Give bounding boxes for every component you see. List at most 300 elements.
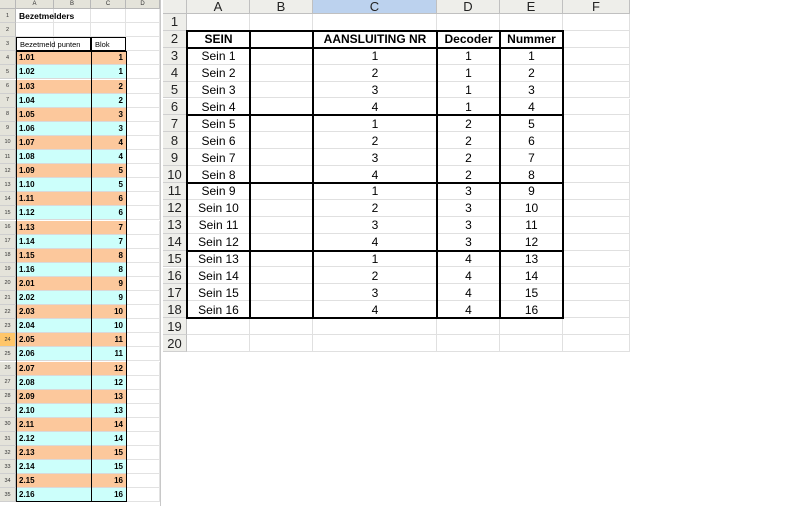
- left-grid-cell[interactable]: [16, 23, 54, 37]
- grid-cell[interactable]: [250, 251, 313, 268]
- grid-cell[interactable]: [563, 132, 630, 149]
- cell-aansluiting[interactable]: 4: [371, 99, 379, 114]
- left-cell-punt[interactable]: 2.07: [16, 362, 91, 376]
- left-grid-cell[interactable]: [126, 362, 160, 376]
- left-cell-punt[interactable]: 2.13: [16, 446, 91, 460]
- left-cell-punt[interactable]: 2.12: [16, 432, 91, 446]
- table-border-v: [249, 30, 251, 319]
- left-cell-punt[interactable]: 2.16: [16, 488, 91, 502]
- cell-decoder[interactable]: 4: [465, 285, 472, 300]
- left-row-number[interactable]: 8: [0, 108, 16, 122]
- left-col-header-d[interactable]: D: [126, 0, 160, 9]
- grid-cell[interactable]: [563, 268, 630, 285]
- table-border-v: [499, 30, 501, 319]
- header-nummer[interactable]: Nummer: [507, 32, 556, 47]
- cell-nummer[interactable]: 12: [524, 235, 539, 250]
- col-header-f[interactable]: F: [563, 0, 630, 14]
- left-grid-cell[interactable]: [126, 474, 160, 488]
- cell-nummer[interactable]: 5: [528, 116, 535, 131]
- left-grid-cell[interactable]: [126, 460, 160, 474]
- grid-cell[interactable]: [563, 301, 630, 318]
- left-row-number[interactable]: 11: [0, 150, 16, 164]
- grid-cell[interactable]: [187, 14, 250, 31]
- table-border-h: [186, 182, 564, 184]
- cell-sein[interactable]: Sein 16: [198, 302, 239, 317]
- col-header-d[interactable]: D: [437, 0, 500, 14]
- cell-decoder[interactable]: 3: [465, 201, 472, 216]
- left-grid-cell[interactable]: [126, 319, 160, 333]
- left-cell-blok[interactable]: 2: [91, 80, 126, 94]
- grid-cell[interactable]: [563, 183, 630, 200]
- cell-aansluiting[interactable]: 4: [371, 302, 379, 317]
- left-grid-cell[interactable]: [126, 51, 160, 65]
- row-number[interactable]: 11: [163, 183, 187, 200]
- left-cell-punt[interactable]: 1.14: [16, 235, 91, 249]
- grid-cell[interactable]: [187, 318, 250, 335]
- cell-decoder[interactable]: 2: [465, 133, 472, 148]
- left-row-number[interactable]: 15: [0, 206, 16, 220]
- cell-nummer[interactable]: 2: [528, 66, 535, 81]
- left-cell-blok[interactable]: 13: [91, 404, 126, 418]
- left-cell-punt[interactable]: 1.08: [16, 150, 91, 164]
- left-grid-cell[interactable]: [126, 305, 160, 319]
- grid-cell[interactable]: [250, 65, 313, 82]
- left-cell-blok[interactable]: 4: [91, 150, 126, 164]
- left-grid-cell[interactable]: [126, 277, 160, 291]
- left-row-number[interactable]: 22: [0, 305, 16, 319]
- left-cell-blok[interactable]: 14: [91, 418, 126, 432]
- left-cell-punt[interactable]: 2.06: [16, 347, 91, 361]
- left-cell-punt[interactable]: 1.16: [16, 263, 91, 277]
- row-number[interactable]: 3: [163, 48, 187, 65]
- grid-cell[interactable]: [563, 251, 630, 268]
- left-grid-cell[interactable]: [126, 404, 160, 418]
- cell-decoder[interactable]: 4: [465, 302, 472, 317]
- col-header-e[interactable]: E: [500, 0, 563, 14]
- cell-nummer[interactable]: 15: [524, 285, 539, 300]
- left-row-number[interactable]: 26: [0, 362, 16, 376]
- grid-cell[interactable]: [250, 335, 313, 352]
- cell-sein[interactable]: Sein 9: [201, 184, 236, 199]
- cell-sein[interactable]: Sein 13: [198, 252, 239, 267]
- grid-cell[interactable]: [500, 335, 563, 352]
- row-number[interactable]: 1: [163, 14, 187, 31]
- grid-cell[interactable]: [563, 217, 630, 234]
- left-cell-punt[interactable]: 2.08: [16, 376, 91, 390]
- left-row-number[interactable]: 7: [0, 94, 16, 108]
- cell-nummer[interactable]: 3: [528, 83, 535, 98]
- left-cell-punt[interactable]: 1.06: [16, 122, 91, 136]
- left-col-header-b[interactable]: B: [54, 0, 91, 9]
- left-cell-punt[interactable]: 2.11: [16, 418, 91, 432]
- grid-cell[interactable]: [187, 335, 250, 352]
- left-grid-cell[interactable]: [126, 333, 160, 347]
- left-cell-punt[interactable]: 2.14: [16, 460, 91, 474]
- left-row-number[interactable]: 30: [0, 418, 16, 432]
- left-cell-blok[interactable]: 13: [91, 390, 126, 404]
- cell-sein[interactable]: Sein 1: [201, 49, 236, 64]
- cell-decoder[interactable]: 2: [465, 167, 472, 182]
- left-row-number[interactable]: 17: [0, 235, 16, 249]
- left-grid-cell[interactable]: [54, 23, 91, 37]
- cell-sein[interactable]: Sein 10: [198, 201, 239, 216]
- left-cell-punt[interactable]: 1.07: [16, 136, 91, 150]
- left-grid-cell[interactable]: [126, 390, 160, 404]
- left-grid-cell[interactable]: [126, 221, 160, 235]
- left-cell-blok[interactable]: 3: [91, 122, 126, 136]
- grid-cell[interactable]: [250, 234, 313, 251]
- left-cell-blok[interactable]: 9: [91, 291, 126, 305]
- table-border-h: [186, 114, 564, 116]
- cell-decoder[interactable]: 1: [465, 83, 472, 98]
- cell-sein[interactable]: Sein 6: [201, 133, 236, 148]
- left-cell-blok[interactable]: 10: [91, 319, 126, 333]
- header-aansluiting[interactable]: AANSLUITING NR: [323, 32, 427, 47]
- left-header-bezetmeld: Bezetmeld punten: [16, 37, 91, 51]
- left-grid-cell[interactable]: [126, 291, 160, 305]
- cell-sein[interactable]: Sein 14: [198, 268, 239, 283]
- left-cell-blok[interactable]: 10: [91, 305, 126, 319]
- cell-aansluiting[interactable]: 3: [371, 218, 379, 233]
- left-cell-blok[interactable]: 6: [91, 206, 126, 220]
- cell-nummer[interactable]: 16: [524, 302, 539, 317]
- grid-cell[interactable]: [563, 48, 630, 65]
- left-cell-blok[interactable]: 12: [91, 376, 126, 390]
- row-number[interactable]: 9: [163, 149, 187, 166]
- left-corner[interactable]: [0, 0, 16, 9]
- grid-cell[interactable]: [500, 14, 563, 31]
- left-row-number[interactable]: 4: [0, 51, 16, 65]
- cell-aansluiting[interactable]: 4: [371, 167, 379, 182]
- cell-aansluiting[interactable]: 2: [371, 66, 379, 81]
- cell-sein[interactable]: Sein 11: [198, 218, 239, 233]
- left-cell-blok[interactable]: 12: [91, 362, 126, 376]
- left-grid-cell[interactable]: [126, 488, 160, 502]
- cell-aansluiting[interactable]: 2: [371, 133, 379, 148]
- grid-cell[interactable]: [563, 318, 630, 335]
- left-cell-punt[interactable]: 1.04: [16, 94, 91, 108]
- header-decoder[interactable]: Decoder: [444, 32, 493, 47]
- main-spreadsheet: [163, 0, 630, 352]
- grid-cell[interactable]: [563, 14, 630, 31]
- left-cell-punt[interactable]: 1.12: [16, 206, 91, 220]
- left-grid-cell[interactable]: [126, 94, 160, 108]
- grid-cell[interactable]: [250, 166, 313, 183]
- cell-nummer[interactable]: 13: [524, 252, 539, 267]
- cell-decoder[interactable]: 3: [465, 184, 472, 199]
- left-grid-cell[interactable]: [126, 376, 160, 390]
- left-grid-cell[interactable]: [126, 108, 160, 122]
- row-number[interactable]: 13: [163, 217, 187, 234]
- left-row-number[interactable]: 33: [0, 460, 16, 474]
- left-row-number[interactable]: 10: [0, 136, 16, 150]
- cell-aansluiting[interactable]: 1: [371, 49, 379, 64]
- cell-aansluiting[interactable]: 3: [371, 83, 379, 98]
- row-number[interactable]: 6: [163, 99, 187, 116]
- row-number[interactable]: 15: [163, 251, 187, 268]
- cell-sein[interactable]: Sein 2: [201, 66, 236, 81]
- left-row-number[interactable]: 16: [0, 221, 16, 235]
- left-row-number[interactable]: 18: [0, 249, 16, 263]
- cell-nummer[interactable]: 1: [528, 49, 535, 64]
- left-cell-blok[interactable]: 11: [91, 347, 126, 361]
- left-grid-cell[interactable]: [126, 136, 160, 150]
- left-cell-blok[interactable]: 6: [91, 192, 126, 206]
- cell-decoder[interactable]: 2: [465, 150, 472, 165]
- grid-cell[interactable]: [563, 65, 630, 82]
- cell-aansluiting[interactable]: 2: [371, 268, 379, 283]
- cell-nummer[interactable]: 8: [528, 167, 535, 182]
- col-header-a[interactable]: A: [187, 0, 250, 14]
- left-grid-cell[interactable]: [126, 164, 160, 178]
- grid-cell[interactable]: [250, 31, 313, 48]
- header-sein[interactable]: SEIN: [204, 32, 233, 47]
- cell-decoder[interactable]: 3: [465, 218, 472, 233]
- left-grid-cell[interactable]: [126, 192, 160, 206]
- left-grid-cell[interactable]: [126, 65, 160, 79]
- left-cell-punt[interactable]: 1.15: [16, 249, 91, 263]
- grid-cell[interactable]: [563, 335, 630, 352]
- cell-decoder[interactable]: 4: [465, 268, 472, 283]
- table-border-v: [436, 30, 438, 319]
- left-col-header-a[interactable]: A: [16, 0, 54, 9]
- left-cell-punt[interactable]: 2.15: [16, 474, 91, 488]
- grid-cell[interactable]: [313, 14, 437, 31]
- row-number[interactable]: 5: [163, 82, 187, 99]
- col-header-b[interactable]: B: [250, 0, 313, 14]
- table-border-v: [186, 30, 188, 319]
- left-row-number[interactable]: 34: [0, 474, 16, 488]
- row-number[interactable]: 18: [163, 301, 187, 318]
- cell-aansluiting[interactable]: 4: [371, 235, 379, 250]
- left-row-number[interactable]: 1: [0, 9, 16, 23]
- left-grid-cell[interactable]: [126, 418, 160, 432]
- left-cell-blok[interactable]: 15: [91, 446, 126, 460]
- left-row-number[interactable]: 23: [0, 319, 16, 333]
- cell-sein[interactable]: Sein 12: [198, 235, 239, 250]
- row-number[interactable]: 7: [163, 115, 187, 132]
- row-number[interactable]: 8: [163, 132, 187, 149]
- table-border-h: [186, 250, 564, 252]
- left-row-number[interactable]: 27: [0, 376, 16, 390]
- left-row-number[interactable]: 6: [0, 80, 16, 94]
- cell-aansluiting[interactable]: 2: [371, 201, 379, 216]
- grid-cell[interactable]: [250, 200, 313, 217]
- left-row-number[interactable]: 9: [0, 122, 16, 136]
- cell-nummer[interactable]: 14: [524, 268, 539, 283]
- left-row-number[interactable]: 28: [0, 390, 16, 404]
- left-cell-punt[interactable]: 2.02: [16, 291, 91, 305]
- left-row-number[interactable]: 29: [0, 404, 16, 418]
- left-grid-cell[interactable]: [126, 249, 160, 263]
- left-cell-blok[interactable]: 7: [91, 221, 126, 235]
- grid-cell[interactable]: [250, 14, 313, 31]
- left-cell-punt[interactable]: 2.01: [16, 277, 91, 291]
- grid-cell[interactable]: [250, 82, 313, 99]
- grid-cell[interactable]: [563, 234, 630, 251]
- left-cell-punt[interactable]: 1.09: [16, 164, 91, 178]
- left-grid-cell[interactable]: [91, 23, 126, 37]
- grid-cell[interactable]: [563, 200, 630, 217]
- left-cell-punt[interactable]: 1.01: [16, 51, 91, 65]
- left-grid-cell[interactable]: [126, 347, 160, 361]
- row-number[interactable]: 2: [163, 31, 187, 48]
- left-row-number[interactable]: 25: [0, 347, 16, 361]
- cell-aansluiting[interactable]: 1: [371, 116, 379, 131]
- grid-cell[interactable]: [437, 318, 500, 335]
- left-row-number[interactable]: 21: [0, 291, 16, 305]
- left-grid-cell[interactable]: [126, 432, 160, 446]
- left-grid-cell[interactable]: [126, 122, 160, 136]
- left-cell-blok[interactable]: 2: [91, 94, 126, 108]
- left-cell-punt[interactable]: 2.03: [16, 305, 91, 319]
- row-number[interactable]: 14: [163, 234, 187, 251]
- left-col-header-c[interactable]: C: [91, 0, 126, 9]
- grid-cell[interactable]: [250, 132, 313, 149]
- cell-aansluiting[interactable]: 1: [371, 184, 379, 199]
- cell-decoder[interactable]: 4: [465, 252, 472, 267]
- left-row-number[interactable]: 20: [0, 277, 16, 291]
- left-row-number[interactable]: 31: [0, 432, 16, 446]
- left-grid-cell[interactable]: [126, 150, 160, 164]
- cell-decoder[interactable]: 1: [465, 49, 472, 64]
- left-cell-blok[interactable]: 8: [91, 249, 126, 263]
- grid-cell[interactable]: [437, 14, 500, 31]
- left-cell-punt[interactable]: 2.10: [16, 404, 91, 418]
- left-cell-blok[interactable]: 1: [91, 65, 126, 79]
- grid-cell[interactable]: [563, 149, 630, 166]
- left-row-number[interactable]: 35: [0, 488, 16, 502]
- col-header-c[interactable]: C: [313, 0, 437, 14]
- row-number[interactable]: 20: [163, 335, 187, 352]
- left-cell-blok[interactable]: 5: [91, 178, 126, 192]
- left-cell-blok[interactable]: 5: [91, 164, 126, 178]
- left-cell-blok[interactable]: 3: [91, 108, 126, 122]
- left-row-number[interactable]: 24: [0, 333, 16, 347]
- left-row-number[interactable]: 13: [0, 178, 16, 192]
- left-cell-blok[interactable]: 11: [91, 333, 126, 347]
- left-cell-punt[interactable]: 2.05: [16, 333, 91, 347]
- row-number[interactable]: 12: [163, 200, 187, 217]
- cell-aansluiting[interactable]: 3: [371, 150, 379, 165]
- left-row-number[interactable]: 14: [0, 192, 16, 206]
- grid-cell[interactable]: [250, 301, 313, 318]
- grid-cell[interactable]: [250, 48, 313, 65]
- grid-cell[interactable]: [563, 99, 630, 116]
- left-grid-cell[interactable]: [126, 178, 160, 192]
- left-grid-cell[interactable]: [126, 37, 160, 51]
- table-border-v: [312, 30, 314, 319]
- cell-sein[interactable]: Sein 3: [201, 83, 236, 98]
- grid-cell[interactable]: [313, 318, 437, 335]
- left-cell-blok[interactable]: 9: [91, 277, 126, 291]
- left-cell-punt[interactable]: 1.13: [16, 221, 91, 235]
- left-cell-blok[interactable]: 15: [91, 460, 126, 474]
- grid-cell[interactable]: [563, 166, 630, 183]
- cell-decoder[interactable]: 3: [465, 235, 472, 250]
- cell-nummer[interactable]: 7: [528, 150, 535, 165]
- cell-nummer[interactable]: 9: [528, 184, 535, 199]
- cell-sein[interactable]: Sein 7: [201, 150, 236, 165]
- left-cell-punt[interactable]: 2.04: [16, 319, 91, 333]
- left-cell-blok[interactable]: 1: [91, 51, 126, 65]
- cell-sein[interactable]: Sein 5: [201, 116, 236, 131]
- cell-nummer[interactable]: 6: [528, 133, 535, 148]
- left-row-number[interactable]: 12: [0, 164, 16, 178]
- left-cell-blok[interactable]: 14: [91, 432, 126, 446]
- row-number[interactable]: 4: [163, 65, 187, 82]
- cell-aansluiting[interactable]: 1: [371, 252, 379, 267]
- left-cell-punt[interactable]: 1.11: [16, 192, 91, 206]
- row-number[interactable]: 17: [163, 284, 187, 301]
- left-cell-punt[interactable]: 2.09: [16, 390, 91, 404]
- row-number[interactable]: 16: [163, 268, 187, 285]
- grid-cell[interactable]: [250, 99, 313, 116]
- left-grid-cell[interactable]: [126, 9, 160, 23]
- cell-nummer[interactable]: 11: [525, 218, 538, 233]
- left-row-number[interactable]: 2: [0, 23, 16, 37]
- cell-decoder[interactable]: 2: [465, 116, 472, 131]
- grid-cell[interactable]: [437, 335, 500, 352]
- grid-cell[interactable]: [313, 335, 437, 352]
- grid-cell[interactable]: [563, 115, 630, 132]
- left-grid-cell[interactable]: [126, 80, 160, 94]
- left-grid-cell[interactable]: [126, 446, 160, 460]
- cell-sein[interactable]: Sein 8: [201, 167, 236, 182]
- grid-cell[interactable]: [563, 284, 630, 301]
- grid-cell[interactable]: [250, 183, 313, 200]
- left-cell-punt[interactable]: 1.05: [16, 108, 91, 122]
- left-cell-blok[interactable]: 7: [91, 235, 126, 249]
- grid-cell[interactable]: [250, 268, 313, 285]
- left-row-number[interactable]: 19: [0, 263, 16, 277]
- row-number[interactable]: 19: [163, 318, 187, 335]
- left-cell-punt[interactable]: 1.03: [16, 80, 91, 94]
- cell-nummer[interactable]: 10: [524, 201, 539, 216]
- cell-sein[interactable]: Sein 4: [201, 99, 236, 114]
- left-cell-blok[interactable]: 16: [91, 488, 126, 502]
- left-grid-cell[interactable]: [126, 263, 160, 277]
- left-cell-punt[interactable]: 1.10: [16, 178, 91, 192]
- grid-cell[interactable]: [563, 82, 630, 99]
- grid-cell[interactable]: [563, 31, 630, 48]
- left-cell-blok[interactable]: 4: [91, 136, 126, 150]
- row-number[interactable]: 10: [163, 166, 187, 183]
- grid-cell[interactable]: [250, 149, 313, 166]
- grid-cell[interactable]: [250, 217, 313, 234]
- left-spreadsheet: [0, 0, 161, 506]
- cell-decoder[interactable]: 1: [465, 66, 472, 81]
- left-cell-blok[interactable]: 16: [91, 474, 126, 488]
- left-cell-punt[interactable]: 1.02: [16, 65, 91, 79]
- left-cell-blok[interactable]: 8: [91, 263, 126, 277]
- cell-aansluiting[interactable]: 3: [371, 285, 379, 300]
- left-grid-cell[interactable]: [126, 23, 160, 37]
- grid-cell[interactable]: [250, 284, 313, 301]
- left-row-number[interactable]: 5: [0, 65, 16, 79]
- left-row-number[interactable]: 32: [0, 446, 16, 460]
- left-grid-cell[interactable]: [126, 206, 160, 220]
- left-grid-cell[interactable]: [126, 235, 160, 249]
- grid-cell[interactable]: [250, 115, 313, 132]
- cell-sein[interactable]: Sein 15: [198, 285, 239, 300]
- cell-decoder[interactable]: 1: [465, 99, 472, 114]
- cell-nummer[interactable]: 4: [528, 99, 535, 114]
- left-row-number[interactable]: 3: [0, 37, 16, 51]
- grid-cell[interactable]: [500, 318, 563, 335]
- select-all-corner[interactable]: [163, 0, 187, 14]
- grid-cell[interactable]: [250, 318, 313, 335]
